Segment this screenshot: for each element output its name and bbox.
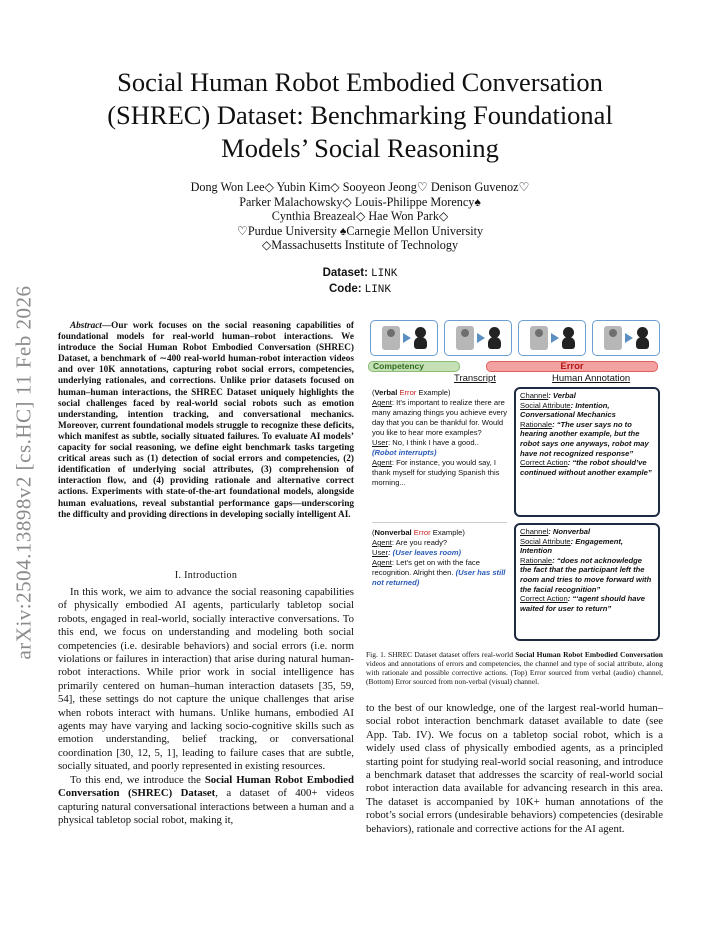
tag-kind: Nonverbal: [374, 528, 412, 537]
dataset-link[interactable]: LINK: [370, 268, 398, 280]
figure-1: [366, 316, 663, 644]
attribute-label: Social Attribute: [520, 400, 571, 410]
abstract: [58, 321, 354, 521]
arxiv-stamp: [4, 262, 44, 682]
robot-icon: [562, 327, 575, 349]
resource-links: [210, 265, 510, 297]
verbal-transcript: [372, 388, 508, 488]
video-frame: [518, 320, 586, 356]
correct-action-value: : “‘agent should have waited for user to return”: [520, 594, 645, 613]
annotation-heading: Human Annotation: [552, 373, 631, 384]
tag-pre: (: [372, 388, 375, 397]
abstract-text: —Our work focuses on the social reasoning capabilities of foundational models for real-world human–robot interactions. We introduce the Social Human Robot Embodied Conversation (SHREC) Dataset, a benchmark of ∼400 real-world human-robot interaction videos and over 10K annotations, capturing robot social errors, competencies, underlying rationales, and corrections. Unlike prior datasets focused on human–human interactions, the SHREC Dataset uniquely highlights the social challenges faced by real-world social robots such as emotion understanding, intention tracking, and conversational mechanics. Moreover, current foundational models struggle to recognize these deficits, which manifest as subtle, socially situated failures. To evaluate AI models’ capacity for social reasoning, we define eight benchmark tasks targeting critical areas such as (1) detection of social errors and competencies, (2) identification of underlying social attributes, (3) comprehension of interaction flow, and (4) providing rationale and alternative correct actions. Experiments with state-of-the-art foundational models, alongside human evaluations, reveal substantial performance gaps—underscoring the difficulty and providing directions in developing socially intelligent AI.: [58, 321, 354, 520]
intro-p2-rest: , a dataset of 400+ videos capturing natural conversational interactions between a human and a physical tabletop social robot, making it,: [58, 787, 355, 826]
rationale-label: Rationale: [520, 419, 553, 429]
agent-utterance: : For instance, you would say, I thank myself for studying Spanish this morning...: [372, 458, 500, 487]
speaker-agent: Agent: [372, 398, 392, 407]
caption-rest: videos and annotations of errors and competencies, the channel and type of social attribute, along with rationale and possible corrective actions. (Top) Error sourced from verbal (audio) channel, (Bottom) Error sourced from non-verbal (visual) channel.: [366, 659, 663, 686]
attribute-value: : Engagement, Intention: [520, 536, 623, 556]
person-icon: [530, 326, 548, 350]
robot-icon: [414, 327, 427, 349]
speaker-user: User: [372, 438, 389, 447]
attribute-value: : Intention, Conversational Mechanics: [520, 400, 616, 420]
figure-divider: [372, 522, 507, 523]
speaker-agent: Agent: [372, 458, 392, 467]
agent-utterance: : It’s important to realize there are many amazing things you achieve every day that you can be thankful for. Would you like to hear more examples?: [372, 398, 508, 437]
tag-kind: Verbal: [374, 388, 398, 397]
caption-bold: Social Human Robot Embodied Conversation: [515, 650, 663, 659]
intro-p2-bold: Social Human Robot Embodied Conversation (SHREC) Dataset: [58, 773, 355, 800]
rationale-value: : “The user says no to hearing another example, but the robot says one anyways, robot may have not recognized response”: [520, 419, 649, 458]
tag-error: Error: [413, 528, 431, 537]
affiliation-line: ◇Massachusetts Institute of Technology: [261, 238, 459, 253]
interrupt-note: (Robot interrupts): [372, 448, 437, 457]
agent-utterance: : Let’s get on with the face recognition. Alright then.: [372, 558, 480, 577]
rationale-label: Rationale: [520, 555, 553, 565]
paper-title: Social Human Robot Embodied Conversation (SHREC) Dataset: Benchmarking Foundational Models’ Social Reasoning: [107, 67, 613, 163]
channel-label: Channel: [520, 391, 549, 400]
user-utterance: : No, I think I have a good..: [388, 438, 479, 447]
right-column-text: to the best of our knowledge, one of the largest real-world human–social robot interaction benchmark dataset available to date (see App. Tab. IV). We focus on a tabletop social robot, which is a widely used class of physically embodied agents, as a principled starting point for studying real-world social reasoning, and introduce a benchmark dataset that addresses the scarcity of real-world social robot interaction data available for advancing research in this area. The dataset is accompanied by 10K+ human annotations of the robot’s social errors (undesirable behaviors) competencies (desirable behaviors), rationale and corrective actions for the AI agent.: [366, 702, 663, 835]
person-icon: [604, 326, 622, 350]
channel-label: Channel: [520, 527, 549, 536]
affiliation-line: ♡Purdue University ♠Carnegie Mellon University: [236, 223, 484, 238]
arrow-icon: [477, 333, 485, 343]
speaker-agent: Agent: [372, 538, 392, 547]
code-link[interactable]: LINK: [364, 284, 391, 296]
arxiv-id: arXiv:2504.13898v2 [cs.HC] 11 Feb 2026: [11, 284, 36, 660]
arrow-icon: [625, 333, 633, 343]
rationale-value: : “does not acknowledge the fact that the participant left the room and tries to move forward with the facial recognition”: [520, 555, 652, 594]
tag-error: Error: [399, 388, 417, 397]
speaker-agent: Agent: [372, 558, 392, 567]
error-bar: Error: [486, 361, 658, 372]
verbal-annotation-box: [514, 387, 660, 517]
caption-lead: Fig. 1. SHREC Dataset dataset offers real-world: [366, 650, 516, 659]
author-line: Dong Won Lee◇ Yubin Kim◇ Sooyeon Jeong♡ Denison Guvenoz♡: [190, 180, 530, 194]
tag-post: Example): [430, 528, 465, 537]
abstract-label: Abstract: [70, 321, 102, 331]
arrow-icon: [403, 333, 411, 343]
code-label: Code:: [329, 283, 362, 295]
channel-value: : Verbal: [548, 391, 576, 400]
intro-paragraph-1: In this work, we aim to advance the social reasoning capabilities of physically embodied AI agents, particularly tabletop social robots, engaged in real-world, socially interactive conversations. To this end, we focus on understanding and modeling both social competencies (i.e. desirable behaviors) and social errors (i.e. norm violations or failures in interaction) that arise during natural human-robot interactions. While prior work in social intelligence has primarily centered on human–human interaction datasets [35, 59, 54], these settings do not capture the unique challenges that arise when robots interact with humans. Unlike humans, embodied AI agents may have varying and lacking socio-cognitive skills such as emotion understanding, belief tracking, or conversational coordination [30, 12, 5, 1], leading to failure cases that are subtle, socially situated, and poorly represented in existing resources.: [58, 586, 354, 773]
absence-note: (User has still not returned): [372, 568, 506, 587]
section-heading: I. Introduction: [174, 570, 238, 581]
nonverbal-transcript: [372, 528, 508, 588]
person-icon: [456, 326, 474, 350]
user-utterance: : (User leaves room): [388, 548, 462, 557]
attribute-label: Social Attribute: [520, 536, 571, 546]
robot-icon: [636, 327, 649, 349]
video-frame: [444, 320, 512, 356]
transcript-heading: Transcript: [454, 373, 496, 384]
arrow-icon: [551, 333, 559, 343]
correct-action-value: : “the robot should’ve continued without another example”: [520, 458, 652, 477]
introduction-text: [58, 586, 354, 827]
tag-post: Example): [416, 388, 451, 397]
agent-utterance: : Are you ready?: [391, 538, 448, 547]
dataset-label: Dataset:: [322, 267, 368, 279]
author-line: Parker Malachowsky◇ Louis-Philippe Morency♠: [239, 194, 481, 209]
figure-caption: [366, 650, 663, 686]
speaker-user: User: [372, 548, 389, 557]
nonverbal-annotation-box: [514, 523, 660, 641]
author-block: [90, 180, 630, 253]
correct-action-label: Correct Action: [520, 594, 568, 604]
channel-value: : Nonverbal: [548, 527, 591, 536]
correct-action-label: Correct Action: [520, 458, 568, 468]
person-icon: [382, 326, 400, 350]
author-line: Cynthia Breazeal◇ Hae Won Park◇: [271, 209, 449, 224]
robot-icon: [488, 327, 501, 349]
competency-bar: Competency: [368, 361, 460, 372]
intro-paragraph-2: [58, 774, 354, 828]
tag-pre: (: [372, 528, 375, 537]
video-frame: [592, 320, 660, 356]
video-frame: [370, 320, 438, 356]
intro-p2-lead: To this end, we introduce the: [70, 773, 205, 786]
